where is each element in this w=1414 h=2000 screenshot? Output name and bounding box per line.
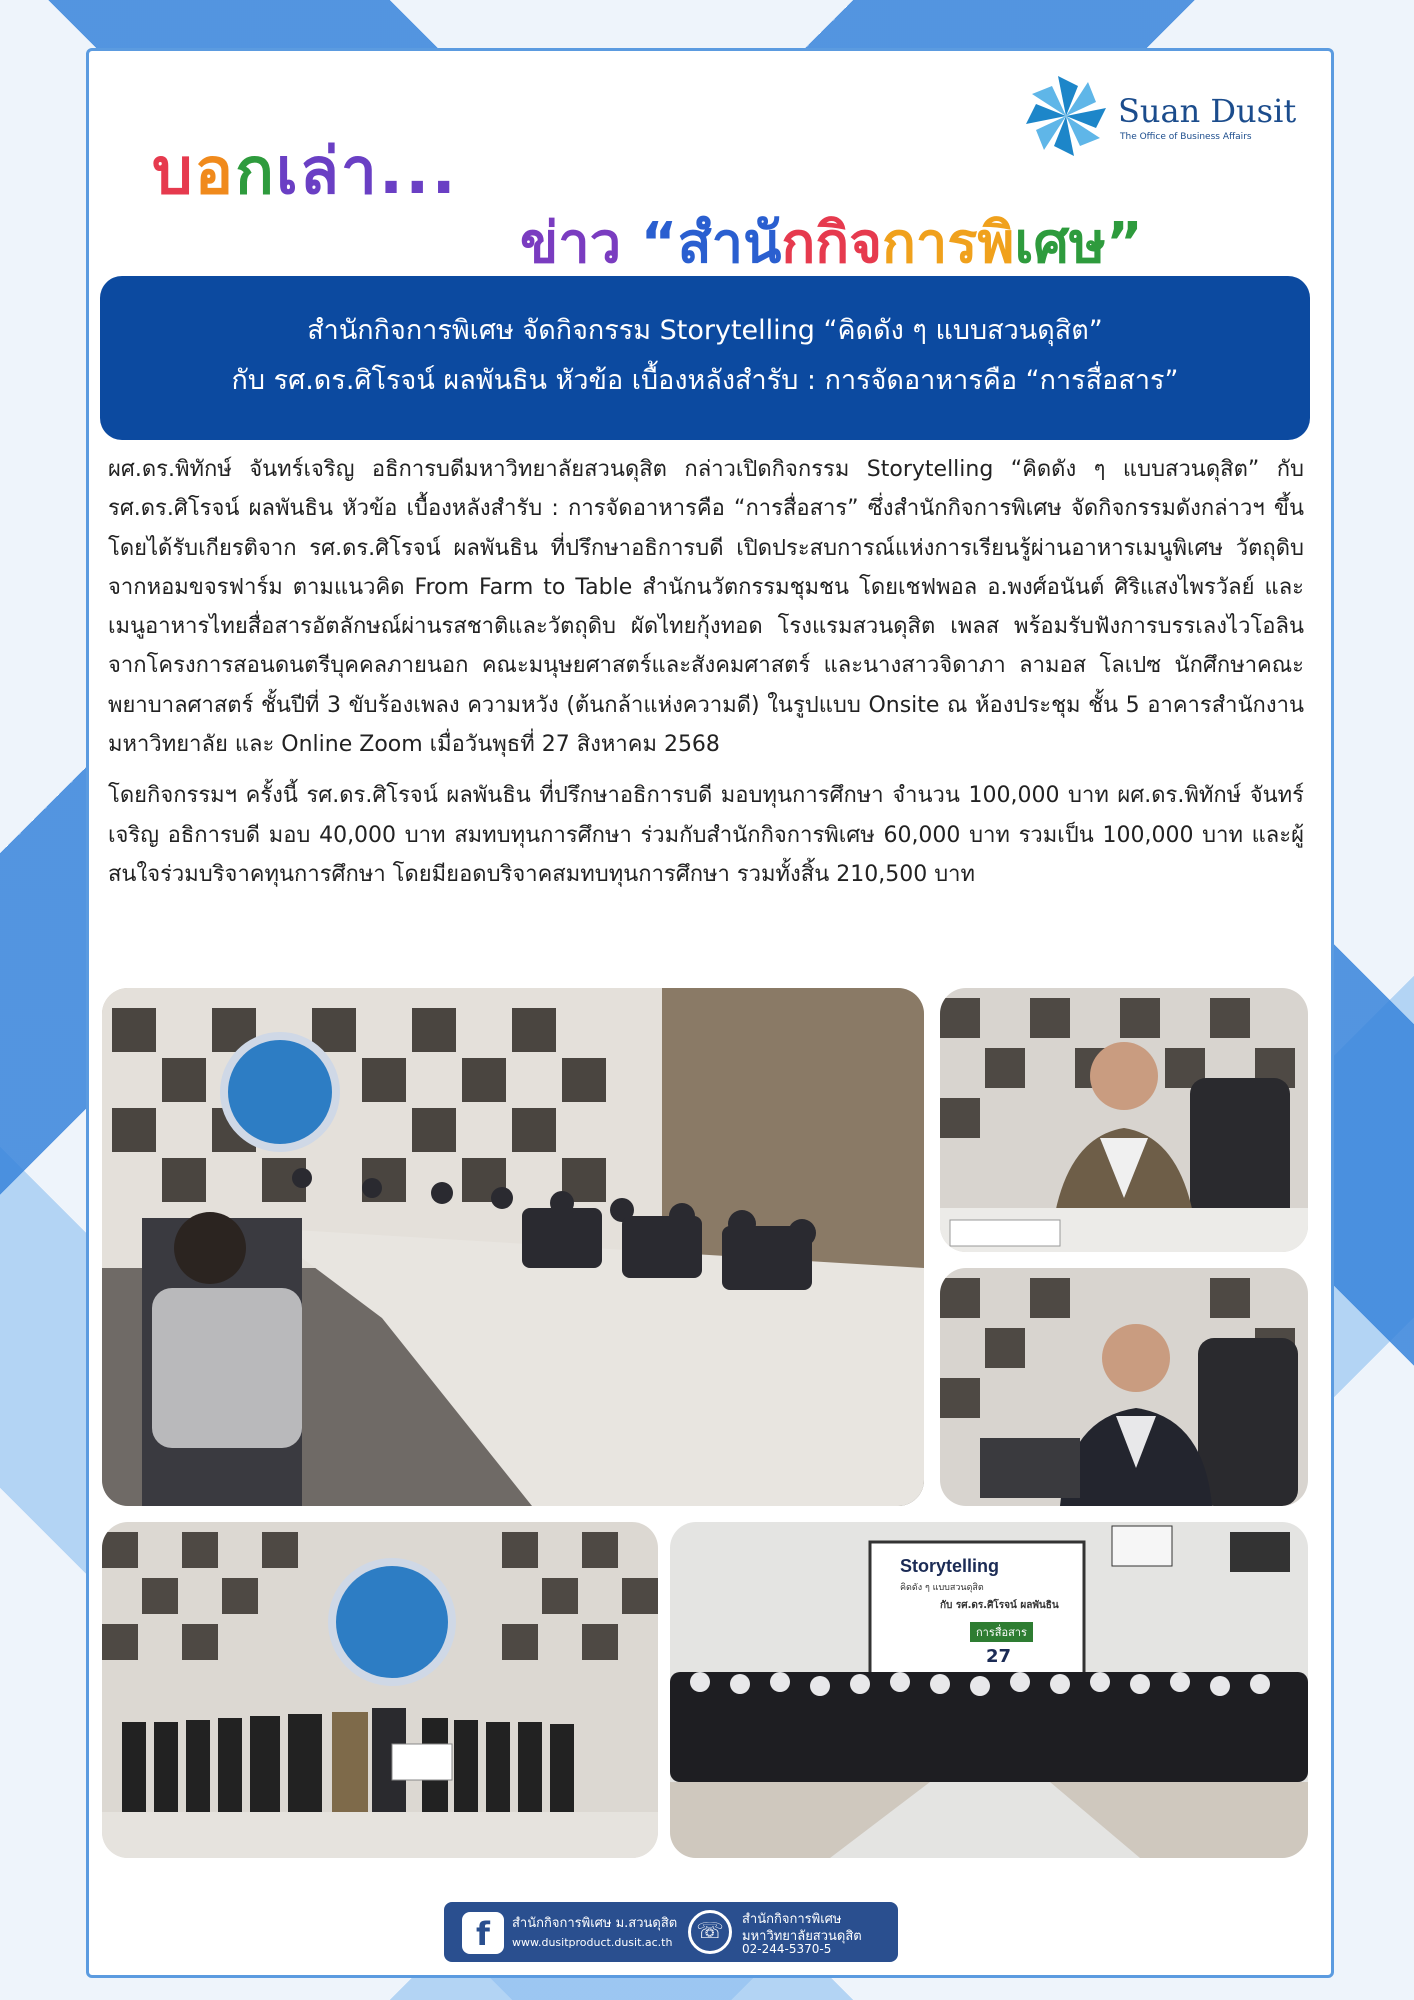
facebook-name[interactable]: สำนักกิจการพิเศษ ม.สวนดุสิต — [512, 1916, 678, 1931]
photo-group-screen — [670, 1522, 1308, 1858]
screen-speaker: กับ รศ.ดร.ศิโรจน์ ผลพันธิน — [940, 1600, 1059, 1611]
headline-part: การพิ — [882, 211, 1015, 276]
headline-part: “สำนั — [640, 211, 782, 276]
screen-topic: การสื่อสาร — [970, 1622, 1033, 1642]
screen-subtitle: คิดดัง ๆ แบบสวนดุสิต — [900, 1583, 984, 1593]
headline-char: ก — [235, 135, 276, 209]
paragraph-1: ผศ.ดร.พิทักษ์ จันทร์เจริญ อธิการบดีมหาวิทยาลัยสวนดุสิต กล่าวเปิดกิจกรรม Storytelling “คิดดัง ๆ แบบสวนดุสิต” กับ รศ.ดร.ศิโรจน์ ผลพันธิน หัวข้อ เบื้องหลังสำรับ : การจัดอาหารคือ “การสื่อสาร” ซึ่งสำนักกิจการพิเศษ จัดกิจกรรมดังกล่าวฯ ขึ้น โดยได้รับเกียรติจาก รศ.ดร.ศิโรจน์ ผลพันธิน ที่ปรึกษาอธิการบดี เปิดประสบการณ์แห่งการเรียนรู้ผ่านอาหารเมนูพิเศษ วัตถุดิบจากหอมขจรฟาร์ม ตามแนวคิด From Farm to Table สำนักนวัตกรรมชุมชน โดยเชฟพอล อ.พงศ์อนันต์ ศิริแสงไพรวัลย์ และเมนูอาหารไทยสื่อสารอัตลักษณ์ผ่านรสชาติและวัตถุดิบ ผัดไทยกุ้งทอด โรงแรมสวนดุสิต เพลส พร้อมรับฟังการบรรเลงไวโอลินจากโครงการสอนดนตรีบุคคลภายนอก คณะมนุษยศาสตร์และสังคมศาสตร์ และนางสาวจิดาภา ลามอส โลเปซ นักศึกษาคณะพยาบาลศาสตร์ ชั้นปีที่ 3 ขับร้องเพลง ความหวัง (ต้นกล้าแห่งความดี) ในรูปแบบ Onsite ณ ห้องประชุม ชั้น 5 อาคารสำนักงานมหาวิทยาลัย และ Online Zoom เมื่อวันพุธที่ 27 สิงหาคม 2568 — [108, 457, 1305, 758]
suan-dusit-logo — [1020, 70, 1310, 160]
headline-news — [520, 198, 1143, 287]
speaker-image — [940, 988, 1308, 1252]
photo-donation-group — [102, 1522, 658, 1858]
paragraph-2: โดยกิจกรรมฯ ครั้งนี้ รศ.ดร.ศิโรจน์ ผลพันธิน ที่ปรึกษาอธิการบดี มอบทุนการศึกษา จำนวน 100,000 บาท ผศ.ดร.พิทักษ์ จันทร์เจริญ อธิการบดี มอบ 40,000 บาท สมทบทุนการศึกษา ร่วมกับสำนักกิจการพิเศษ 60,000 บาท รวมเป็น 100,000 บาท และผู้สนใจร่วมบริจาคทุนการศึกษา โดยมียอดบริจาคสมทบทุนการศึกษา รวมทั้งสิ้น 210,500 บาท — [108, 783, 1304, 887]
org-name-line1: สำนักกิจการพิเศษ — [742, 1912, 842, 1927]
article-body — [108, 450, 1304, 906]
title-line-2: กับ รศ.ดร.ศิโรจน์ ผลพันธิน หัวข้อ เบื้องหลังสำรับ : การจัดอาหารคือ “การสื่อสาร” — [231, 365, 1179, 396]
meeting-room-image — [102, 988, 924, 1506]
donation-group-image — [102, 1522, 658, 1858]
headline-storytelling — [152, 120, 458, 222]
headline-part: เศษ” — [1014, 211, 1143, 276]
photo-speaker-2 — [940, 1268, 1308, 1506]
headline-char: เล่า... — [275, 135, 458, 209]
footer-contact-bar — [444, 1902, 898, 1962]
logo-subtitle: The Office of Business Affairs — [1120, 132, 1252, 142]
website-link[interactable]: www.dusitproduct.dusit.ac.th — [512, 1936, 673, 1949]
screen-date: 27 — [986, 1646, 1012, 1667]
photo-speaker-1 — [940, 988, 1308, 1252]
photo-meeting-room — [102, 988, 924, 1506]
title-line-1: สำนักกิจการพิเศษ จัดกิจกรรม Storytelling “คิดดัง ๆ แบบสวนดุสิต” — [307, 315, 1103, 346]
org-name-line2: มหาวิทยาลัยสวนดุสิต — [742, 1929, 862, 1944]
headline-part: ข่าว — [520, 211, 641, 276]
facebook-icon[interactable]: f — [462, 1912, 504, 1954]
logo-name: Suan Dusit — [1118, 92, 1297, 130]
phone-number[interactable]: 02-244-5370-5 — [742, 1942, 832, 1956]
speaker-2-image — [940, 1268, 1308, 1506]
pinwheel-logo-icon — [1020, 70, 1112, 162]
headline-char: อ — [194, 135, 236, 209]
phone-icon: ☏ — [688, 1910, 732, 1954]
headline-char: บ — [152, 135, 195, 209]
screen-title: Storytelling — [900, 1556, 1000, 1576]
title-banner — [100, 276, 1310, 440]
headline-part: กกิจ — [781, 211, 883, 276]
